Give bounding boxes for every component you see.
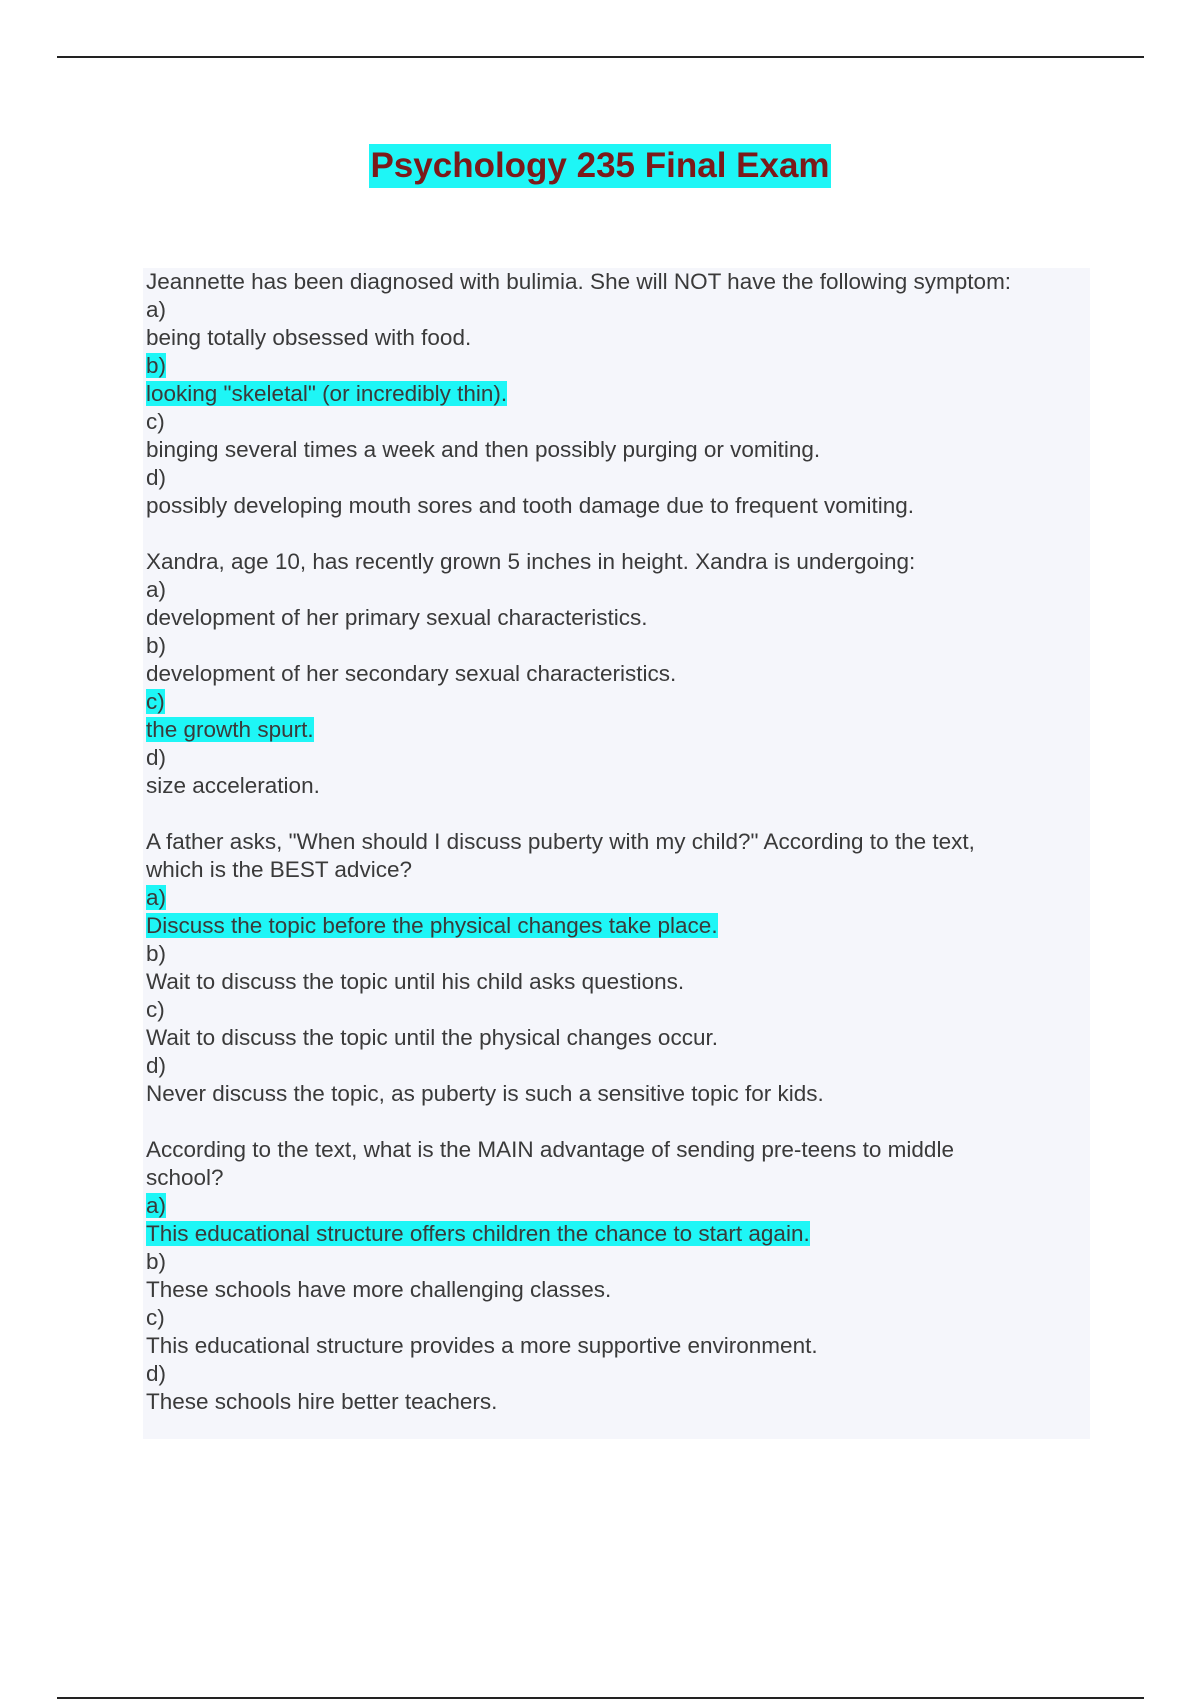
option-text: development of her secondary sexual characteristics.	[146, 661, 677, 686]
correct-answer-text: This educational structure offers children the chance to start again.	[146, 1221, 810, 1246]
question-prompt-line: A father asks, "When should I discuss puberty with my child?" According to the text,	[146, 829, 975, 854]
question-prompt-line: According to the text, what is the MAIN advantage of sending pre-teens to middle	[146, 1137, 954, 1162]
option-text: being totally obsessed with food.	[146, 325, 472, 350]
option-text-line	[146, 604, 1086, 632]
option-letter-line	[146, 576, 1086, 604]
option-letter: a)	[146, 577, 167, 602]
option-text-line	[146, 716, 1086, 744]
question-block	[146, 828, 1086, 1108]
option-text-line	[146, 380, 1086, 408]
option-letter-line	[146, 884, 1086, 912]
option-text-line	[146, 492, 1086, 520]
correct-answer-text: looking "skeletal" (or incredibly thin).	[146, 381, 508, 406]
option-letter: c)	[146, 409, 165, 434]
option-letter: c)	[146, 689, 165, 714]
option-letter-line	[146, 352, 1086, 380]
option-letter-line	[146, 688, 1086, 716]
option-text: possibly developing mouth sores and tooth damage due to frequent vomiting.	[146, 493, 914, 518]
option-letter-line	[146, 1360, 1086, 1388]
top-rule	[57, 56, 1144, 58]
option-letter-line	[146, 1192, 1086, 1220]
option-letter: c)	[146, 997, 165, 1022]
option-text: Wait to discuss the topic until his child asks questions.	[146, 969, 685, 994]
bottom-rule	[57, 1697, 1144, 1699]
option-letter-line	[146, 940, 1086, 968]
option-text: Wait to discuss the topic until the physical changes occur.	[146, 1025, 718, 1050]
option-letter: b)	[146, 633, 167, 658]
document-title: Psychology 235 Final Exam	[369, 144, 830, 188]
correct-answer-text: Discuss the topic before the physical changes take place.	[146, 913, 718, 938]
option-text: Never discuss the topic, as puberty is such a sensitive topic for kids.	[146, 1081, 824, 1106]
option-letter: b)	[146, 1249, 167, 1274]
option-text: binging several times a week and then possibly purging or vomiting.	[146, 437, 821, 462]
option-letter-line	[146, 408, 1086, 436]
question-block	[146, 268, 1086, 520]
question-block	[146, 1136, 1086, 1416]
question-prompt-line: which is the BEST advice?	[146, 857, 412, 882]
option-text-line	[146, 968, 1086, 996]
option-letter-line	[146, 996, 1086, 1024]
option-text-line	[146, 1276, 1086, 1304]
option-text-line	[146, 324, 1086, 352]
option-letter: c)	[146, 1305, 165, 1330]
option-text-line	[146, 912, 1086, 940]
option-text: development of her primary sexual characteristics.	[146, 605, 648, 630]
option-letter-line	[146, 632, 1086, 660]
option-letter-line	[146, 296, 1086, 324]
option-text-line	[146, 1080, 1086, 1108]
option-letter: a)	[146, 885, 167, 910]
question-prompt-line: Jeannette has been diagnosed with bulimia. She will NOT have the following symptom:	[146, 269, 1012, 294]
option-letter: a)	[146, 1193, 167, 1218]
option-letter: b)	[146, 941, 167, 966]
questions-list	[146, 268, 1086, 1444]
option-text-line	[146, 1024, 1086, 1052]
correct-answer-text: the growth spurt.	[146, 717, 314, 742]
option-text: These schools hire better teachers.	[146, 1389, 498, 1414]
option-text-line	[146, 1332, 1086, 1360]
option-text: This educational structure provides a more supportive environment.	[146, 1333, 818, 1358]
option-letter-line	[146, 1052, 1086, 1080]
question-prompt-line: Xandra, age 10, has recently grown 5 inches in height. Xandra is undergoing:	[146, 549, 916, 574]
option-letter: a)	[146, 297, 167, 322]
option-text-line	[146, 660, 1086, 688]
title-container	[0, 144, 1200, 188]
option-text-line	[146, 436, 1086, 464]
option-letter: d)	[146, 465, 167, 490]
option-letter-line	[146, 744, 1086, 772]
option-letter-line	[146, 464, 1086, 492]
option-letter: d)	[146, 1053, 167, 1078]
option-letter-line	[146, 1304, 1086, 1332]
question-block	[146, 548, 1086, 800]
question-prompt-line: school?	[146, 1165, 224, 1190]
option-letter: d)	[146, 745, 167, 770]
option-text: size acceleration.	[146, 773, 320, 798]
option-letter: d)	[146, 1361, 167, 1386]
option-text-line	[146, 772, 1086, 800]
option-letter-line	[146, 1248, 1086, 1276]
option-letter: b)	[146, 353, 167, 378]
option-text: These schools have more challenging classes.	[146, 1277, 612, 1302]
option-text-line	[146, 1388, 1086, 1416]
option-text-line	[146, 1220, 1086, 1248]
